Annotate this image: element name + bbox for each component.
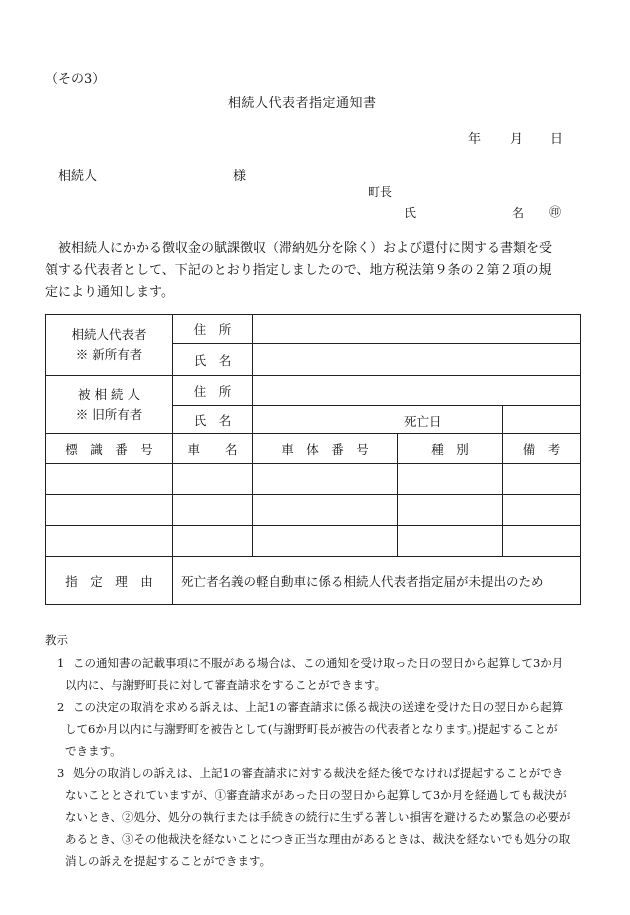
vehicle-header-row — [46, 434, 581, 464]
note-line: ないこととされていますが、①審査請求があった日の翌日から起算して3か月を経過しても裁決が — [65, 788, 567, 802]
vehicle-row — [46, 464, 581, 495]
note-line: あるとき、③その他裁決を経ないことにつき正当な理由があるときは、裁決を経ないでも処分の取 — [65, 832, 571, 846]
plate-number-cell[interactable] — [46, 495, 173, 526]
page-title: 相続人代表者指定通知書 — [228, 96, 377, 111]
rep-address-field[interactable] — [253, 315, 581, 344]
decedent-name-label: 氏 名 — [173, 406, 253, 434]
issuer-name-1: 氏 — [404, 206, 417, 220]
decedent-label: 被 相 続 人 — [78, 386, 140, 402]
reason-label: 指 定 理 由 — [46, 557, 173, 605]
death-date-label: 死亡日 — [404, 414, 442, 429]
decedent-address-label: 住 所 — [173, 376, 253, 406]
vehicle-name-cell[interactable] — [173, 495, 253, 526]
doc-number: （その3） — [45, 72, 106, 87]
note-line: 以内に、与謝野町長に対して審査請求をすることができます。 — [65, 678, 387, 692]
vehicle-name-cell[interactable] — [173, 526, 253, 557]
col-type: 種 別 — [398, 434, 503, 464]
plate-number-cell[interactable] — [46, 526, 173, 557]
col-plate-number: 標 識 番 号 — [46, 434, 173, 464]
type-cell[interactable] — [398, 464, 503, 495]
notes-heading: 教示 — [45, 633, 68, 647]
chassis-number-cell[interactable] — [253, 464, 398, 495]
reason-row — [46, 557, 581, 605]
death-date-field[interactable] — [503, 406, 581, 434]
decedent-address-row — [46, 376, 581, 406]
rep-address-row — [46, 315, 581, 344]
col-vehicle-name: 車 名 — [173, 434, 253, 464]
note-line: ないとき、②処分、処分の執行または手続きの続行に生ずる著しい損害を避けるため緊急の必要が — [65, 810, 571, 824]
decedent-sub-label: ※ 旧所有者 — [75, 406, 143, 422]
note-line: できます。 — [65, 744, 122, 758]
note-line: この通知書の記載事項に不服がある場合は、この通知を受け取った日の翌日から起算して3か月 — [73, 656, 564, 670]
chassis-number-cell[interactable] — [253, 495, 398, 526]
addressee-suffix: 様 — [233, 169, 247, 184]
note-line: して6か月以内に与謝野町を被告として(与謝野町長が被告の代表者となります。)提起することが — [65, 722, 558, 736]
plate-number-cell[interactable] — [46, 464, 173, 495]
col-remarks: 備 考 — [503, 434, 581, 464]
chassis-number-cell[interactable] — [253, 526, 398, 557]
rep-sub-label: ※ 新所有者 — [75, 347, 143, 362]
body-line-3: 定により通知します。 — [45, 285, 174, 300]
vehicle-row — [46, 526, 581, 557]
rep-address-label: 住 所 — [173, 315, 253, 344]
rep-name-label: 氏 名 — [173, 344, 253, 376]
body-line-2: 領する代表者として、下記のとおり指定しましたので、地方税法第９条の２第２項の規 — [45, 263, 552, 278]
notes-list — [45, 652, 585, 872]
decedent-address-field[interactable] — [253, 376, 581, 406]
body-line-1: 被相続人にかかる徴収金の賦課徴収（滞納処分を除く）および還付に関する書類を受 — [58, 241, 553, 256]
decedent-label-cell — [46, 376, 173, 434]
date-year: 年 — [468, 132, 482, 147]
rep-label: 相続人代表者 — [71, 327, 147, 342]
body-paragraph — [45, 238, 552, 304]
type-cell[interactable] — [398, 526, 503, 557]
addressee-label: 相続人 — [58, 169, 98, 184]
remarks-cell[interactable] — [503, 526, 581, 557]
col-chassis-number: 車 体 番 号 — [253, 434, 398, 464]
date-day: 日 — [550, 132, 564, 147]
note-number: 3 — [57, 766, 65, 780]
seal-mark: ㊞ — [549, 205, 562, 219]
remarks-cell[interactable] — [503, 495, 581, 526]
rep-label-cell — [46, 315, 173, 376]
reason-text: 死亡者名義の軽自動車に係る相続人代表者指定届が未提出のため — [173, 557, 581, 605]
note-line: 消しの訴えを提起することができます。 — [65, 854, 272, 868]
decedent-name-field[interactable] — [253, 406, 503, 434]
issuer-name-2: 名 — [512, 206, 525, 220]
note-line: この決定の取消を求める訴えは、上記1の審査請求に係る裁決の送達を受けた日の翌日から起算 — [73, 700, 564, 714]
designation-table — [45, 314, 581, 605]
note-item-2 — [45, 696, 585, 762]
issuer-title: 町長 — [368, 185, 393, 199]
type-cell[interactable] — [398, 495, 503, 526]
note-item-1 — [45, 652, 585, 696]
note-number: 2 — [57, 700, 65, 714]
note-line: 処分の取消しの訴えは、上記1の審査請求に対する裁決を経た後でなければ提起することができ — [73, 766, 564, 780]
note-item-3 — [45, 762, 585, 872]
note-number: 1 — [57, 656, 65, 670]
date-month: 月 — [510, 132, 524, 147]
vehicle-name-cell[interactable] — [173, 464, 253, 495]
remarks-cell[interactable] — [503, 464, 581, 495]
rep-name-field[interactable] — [253, 344, 581, 376]
vehicle-row — [46, 495, 581, 526]
